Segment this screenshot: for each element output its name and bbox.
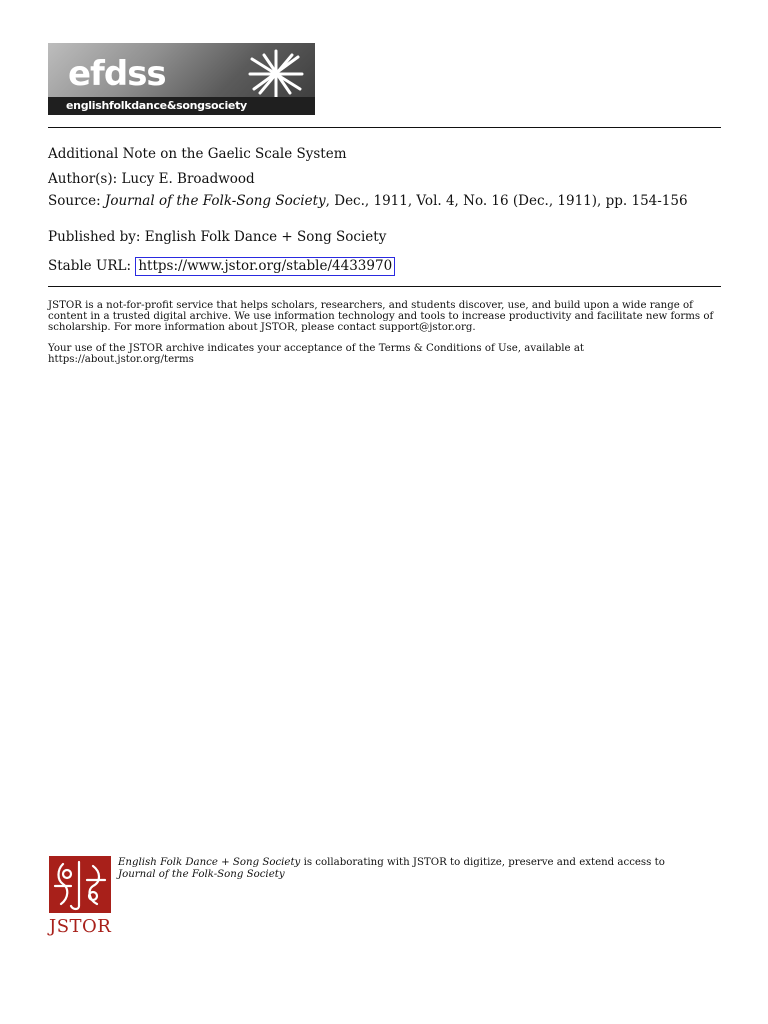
author-line bbox=[48, 171, 255, 188]
collab-org: English Folk Dance + Song Society bbox=[118, 857, 301, 868]
source-journal: Journal of the Folk-Song Society bbox=[104, 193, 326, 209]
efdss-wordmark: efdss bbox=[68, 54, 166, 94]
publisher-name: English Folk Dance + Song Society bbox=[144, 229, 387, 245]
collab-journal: Journal of the Folk-Song Society bbox=[118, 869, 285, 880]
jstor-wordmark: JSTOR bbox=[49, 916, 112, 937]
publisher-line bbox=[48, 229, 386, 246]
collab-text: is collaborating with JSTOR to digitize, preserve and extend access to bbox=[300, 857, 665, 868]
stable-url-label: Stable URL: bbox=[48, 258, 132, 274]
jstor-emblem-icon bbox=[49, 856, 111, 913]
efdss-logo bbox=[48, 43, 315, 115]
source-details: , Dec., 1911, Vol. 4, No. 16 (Dec., 1911), pp. 154-156 bbox=[325, 193, 688, 209]
middle-divider bbox=[48, 286, 721, 287]
stable-url-link[interactable]: https://www.jstor.org/stable/4433970 bbox=[135, 257, 395, 276]
jstor-logo bbox=[49, 856, 113, 937]
publisher-label: Published by: bbox=[48, 229, 141, 245]
jstor-description: JSTOR is a not-for-profit service that helps scholars, researchers, and students discover, use, and build upon a wide range of content in a trusted digital archive. We use information technology and tools to increase productivity and facilitate new forms of scholarship. For more information about JSTOR, please contact support@jstor.org. bbox=[48, 300, 714, 333]
snowflake-icon bbox=[246, 49, 306, 99]
author-label: Author(s): bbox=[48, 171, 118, 187]
terms-notice: Your use of the JSTOR archive indicates your acceptance of the Terms & Conditions of Use, available at https://about.jstor.org/terms bbox=[48, 343, 584, 365]
source-line bbox=[48, 193, 708, 210]
top-divider bbox=[48, 127, 721, 128]
author-name: Lucy E. Broadwood bbox=[121, 171, 255, 187]
source-label: Source: bbox=[48, 193, 101, 209]
stable-url-line bbox=[48, 257, 395, 276]
efdss-subtext: englishfolkdance&songsociety bbox=[66, 99, 247, 112]
article-title: Additional Note on the Gaelic Scale System bbox=[48, 146, 347, 162]
collaboration-statement bbox=[118, 857, 678, 881]
